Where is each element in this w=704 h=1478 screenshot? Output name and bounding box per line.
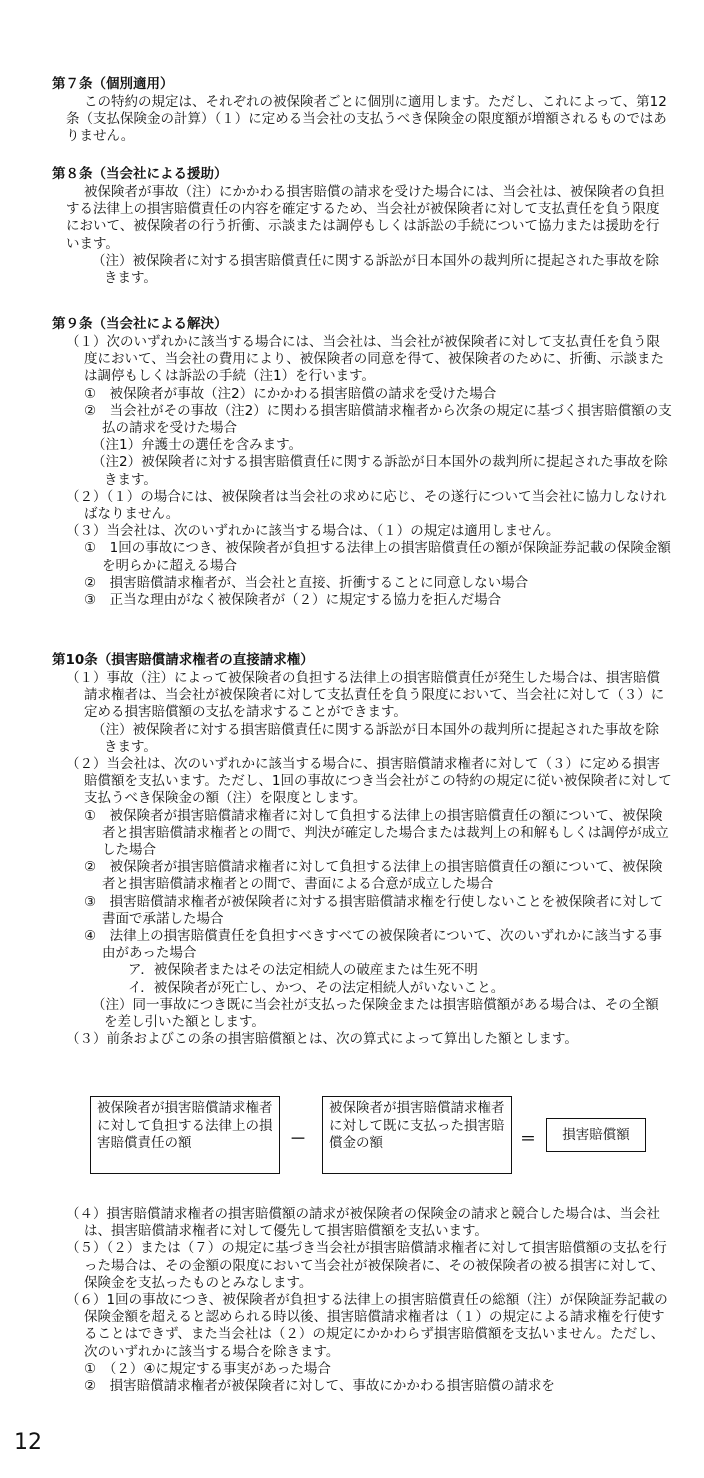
article-10-para-2: （２）当会社は、次のいずれかに該当する場合に、損害賠償請求権者に対して（３）に定める損害賠償額を支払います。ただし、1回の事故につき当会社がこの特約の規定に従い被保険者に対して支払うべき保険金の額（注）を限度とします。 — [66, 756, 672, 807]
article-9-item: ② 当会社がその事故（注2）に関わる損害賠償請求権者から次条の規定に基づく損害賠償額の支払の請求を受けた場合 — [84, 402, 672, 437]
article-10-subitem: イ．被保険者が死亡し、かつ、その法定相続人がいないこと。 — [128, 979, 505, 996]
article-9-heading: 第９条（当会社による解決） — [52, 316, 228, 332]
article-9 — [52, 316, 672, 609]
article-10-subitem: ア．被保険者またはその法定相続人の破産または生死不明 — [128, 962, 478, 979]
article-9-para-2: （２）（１）の場合には、被保険者は当会社の求めに応じ、その遂行について当会社に協力しなければなりません。 — [66, 488, 667, 523]
article-10-item: ③ 損害賠償請求権者が被保険者に対する損害賠償請求権を行使しないことを被保険者に対して書面で承諾した場合 — [84, 893, 664, 927]
article-9-item: ① 1回の事故につき、被保険者が負担する法律上の損害賠償責任の額が保険証券記載の保険金額を明らかに超える場合 — [84, 540, 671, 574]
article-10-item: ① 被保険者が損害賠償請求権者に対して負担する法律上の損害賠償責任の額について、被保険者と損害賠償請求権者との間で、判決が確定した場合または裁判上の和解もしくは調停が成立した場合 — [84, 807, 669, 859]
article-10-item: ① （２）④に規定する事実があった場合 — [84, 1360, 331, 1377]
article-10-heading: 第10条（損害賠償請求権者の直接請求権） — [52, 652, 314, 668]
article-10-para-1: （１）事故（注）によって被保険者の負担する法律上の損害賠償責任が発生した場合は、損害賠償請求権者は、当会社が被保険者に対して支払責任を負う限度において、当会社に対して（３）に定める損害賠償額の支払を請求することができます。 — [66, 670, 665, 721]
article-8-note: （注）被保険者に対する損害賠償責任に関する訴訟が日本国外の裁判所に提起された事故を除きます。 — [92, 252, 659, 287]
article-7-heading: 第７条（個別適用） — [52, 76, 174, 92]
formula-box-liability: 被保険者が損害賠償請求権者に対して負担する法律上の損害賠償責任の額 — [90, 1096, 280, 1174]
article-7 — [52, 76, 672, 146]
article-10-para-5: （５）（２）または（７）の規定に基づき当会社が損害賠償請求権者に対して損害賠償額の支払を行った場合は、その金額の限度において当会社が被保険者に、その被保険者の被る損害に対して、保険金を支払ったものとみなします。 — [66, 1240, 667, 1291]
article-9-para-3: （３）当会社は、次のいずれかに該当する場合は、（１）の規定は適用しません。 — [66, 523, 560, 540]
minus-sign: － — [290, 1129, 307, 1148]
article-10-note-2: （注）同一事故につき既に当会社が支払った保険金または損害賠償額がある場合は、その全額を差し引いた額とします。 — [92, 996, 659, 1031]
article-9-item: ② 損害賠償請求権者が、当会社と直接、折衝することに同意しない場合 — [84, 574, 529, 591]
article-7-body: この特約の規定は、それぞれの被保険者ごとに個別に適用します。ただし、これによって、第12条（支払保険金の計算）（１）に定める当会社の支払うべき保険金の限度額が増額されるものではありません。 — [66, 94, 667, 145]
article-9-para-1: （１）次のいずれかに該当する場合には、当会社は、当会社が被保険者に対して支払責任を負う限度において、当会社の費用により、被保険者の同意を得て、被保険者のために、折衝、示談または調停もしくは訴訟の手続（注1）を行います。 — [66, 334, 664, 385]
formula — [90, 1096, 660, 1176]
article-9-item: ③ 正当な理由がなく被保険者が（２）に規定する協力を拒んだ場合 — [84, 592, 502, 609]
article-9-note-2: （注2）被保険者に対する損害賠償責任に関する訴訟が日本国外の裁判所に提起された事故を除きます。 — [92, 454, 668, 488]
article-8-body: 被保険者が事故（注）にかかわる損害賠償の請求を受けた場合には、当会社は、被保険者の負担する法律上の損害賠償責任の内容を確定するため、当会社が被保険者に対して支払責任を負う限度において、被保険者の行う折衝、示談または調停もしくは訴訟の手続について協力または援助を行います。 — [66, 184, 665, 252]
article-10-item: ② 被保険者が損害賠償請求権者に対して負担する法律上の損害賠償責任の額について、被保険者と損害賠償請求権者との間で、書面による合意が成立した場合 — [84, 859, 663, 893]
page-number: 12 — [14, 1430, 42, 1455]
formula-box-result: 損害賠償額 — [546, 1118, 646, 1152]
article-10-item: ② 損害賠償請求権者が被保険者に対して、事故にかかわる損害賠償の請求を — [84, 1378, 555, 1395]
article-8 — [52, 166, 672, 287]
article-10-para-3: （３）前条およびこの条の損害賠償額とは、次の算式によって算出した額とします。 — [66, 1031, 578, 1048]
article-10-para-4: （４）損害賠償請求権者の損害賠償額の請求が被保険者の保険金の請求と競合した場合は、当会社は、損害賠償請求権者に対して優先して損害賠償額を支払います。 — [66, 1206, 660, 1240]
article-9-note-1: （注1）弁護士の選任を含みます。 — [92, 437, 303, 454]
article-10 — [52, 652, 672, 1048]
article-9-item: ① 被保険者が事故（注2）にかかわる損害賠償の請求を受けた場合 — [84, 385, 497, 402]
article-10-note-1: （注）被保険者に対する損害賠償責任に関する訴訟が日本国外の裁判所に提起された事故を除きます。 — [92, 721, 659, 755]
article-10-item: ④ 法律上の損害賠償責任を負担すべきすべての被保険者について、次のいずれかに該当する事由があった場合 — [84, 928, 663, 962]
article-8-heading: 第８条（当会社による援助） — [52, 166, 228, 182]
equals-sign: ＝ — [520, 1129, 537, 1148]
article-10-para-6: （６）1回の事故につき、被保険者が負担する法律上の損害賠償責任の総額（注）が保険証券記載の保険金額を超えると認められる時以後、損害賠償請求権者は（１）の規定による請求権を行使することはできず、また当会社は（２）の規定にかかわらず損害賠償額を支払いません。ただし、次のいずれかに該当する場合を除きます。 — [66, 1292, 668, 1360]
article-10-continued — [52, 1206, 672, 1395]
formula-box-paid: 被保険者が損害賠償請求権者に対して既に支払った損害賠償金の額 — [322, 1096, 512, 1174]
